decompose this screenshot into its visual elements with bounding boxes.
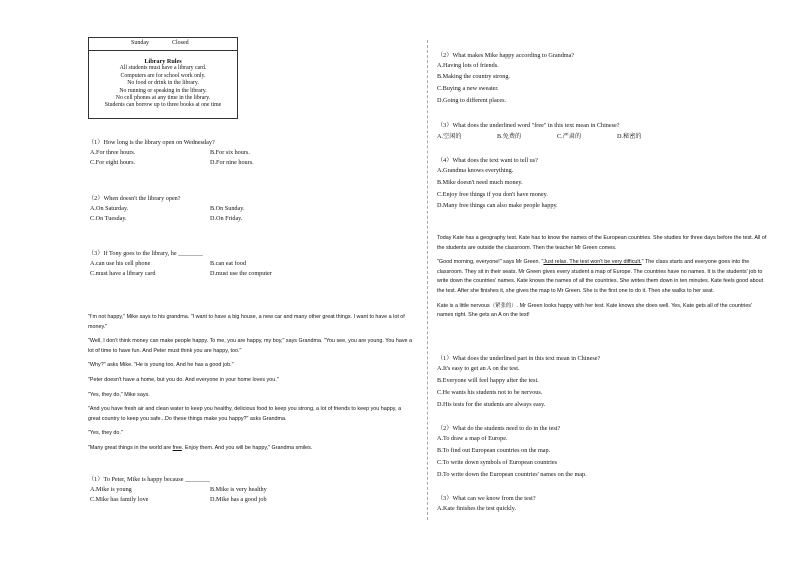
question: （1）What does the underlined part in this text mean in Chinese? <box>437 355 601 362</box>
option-b: B.Mike doesn't need much money. <box>437 179 523 186</box>
library-rules-box <box>88 37 238 119</box>
paragraph: "Why?" asks Mike. "He is young too. And he has a good job." <box>88 362 234 369</box>
question: （1）To Peter, Mike is happy because ________ <box>88 476 210 483</box>
question: （2）What makes Mike happy according to Grandma? <box>437 52 575 59</box>
text-part: "Many great things in the world are <box>88 444 173 451</box>
rules-list <box>89 58 237 110</box>
option-d: D.秘密的 <box>617 133 642 140</box>
option-c: C.严肃的 <box>557 133 582 140</box>
option-b: B.免费的 <box>497 133 522 140</box>
option-c: C.He wants his students not to be nervous. <box>437 389 543 396</box>
paragraph: "Peter doesn't have a home, but you do. And everyone in your home loves you." <box>88 376 279 383</box>
rule-item: No running or speaking in the library. <box>119 87 207 94</box>
text-part: "Good morning, everyone!" says Mr Green. " <box>437 259 544 266</box>
option-d: D.must use the computer <box>210 270 272 277</box>
rule-item: Students can borrow up to three books at one time <box>104 102 222 109</box>
passage-mike <box>88 313 413 454</box>
rules-title: Library Rules <box>144 58 182 65</box>
option-d: D.Many free things can also make people happy. <box>437 202 558 209</box>
question: （3）What does the underlined word "free" in this text mean in Chinese? <box>437 122 620 129</box>
option-a: A.On Saturday. <box>90 205 129 212</box>
question: （2）What do the students need to do in the test? <box>437 425 561 432</box>
option-a: A.It's easy to get an A on the test. <box>437 365 520 372</box>
question: （2）When doesn't the library open? <box>88 195 181 202</box>
question: （1）How long is the library open on Wednesday? <box>88 139 215 146</box>
day-status: Closed <box>172 40 189 46</box>
option-b: B.To find out European countries on the map. <box>437 447 551 454</box>
paragraph: Today Kate has a geography test. Kate has to know the names of the European countries. She studies for three days before the test. All of the students are outside the classroom. Then the teacher Mr Green comes. <box>437 235 767 251</box>
option-c: C.Enjoy free things if you don't have money. <box>437 191 548 198</box>
option-b: B.Everyone will feel happy after the test. <box>437 377 539 384</box>
paragraph: "Yes, they do." <box>88 430 123 437</box>
question: （3）If Tony goes to the library, he ________ <box>88 250 203 257</box>
option-a: A.can use his cell phone <box>90 260 151 267</box>
option-d: D.Mike has a good job <box>210 496 267 503</box>
option-d: D.On Friday. <box>210 215 243 222</box>
rule-item: No food or drink in the library. <box>127 80 199 87</box>
option-c: C.To write down symbols of European countries <box>437 459 558 466</box>
option-b: B.Mike is very healthy <box>210 486 267 493</box>
rule-item: No cell phones at any time in the library. <box>115 95 211 102</box>
passage-kate <box>437 234 769 321</box>
option-d: D.Going to different places. <box>437 97 507 104</box>
option-b: B.On Sunday. <box>210 205 245 212</box>
option-c: C.Buying a new sweater. <box>437 85 499 92</box>
rule-item: All students must have a library card. <box>119 65 207 72</box>
hours-row <box>89 38 237 51</box>
option-c: C.For eight hours. <box>90 159 136 166</box>
option-b: B.can eat food <box>210 260 246 267</box>
option-d: D.His tests for the students are always easy. <box>437 401 546 408</box>
option-c: C.Mike has family love <box>90 496 149 503</box>
paragraph: Kate is a little nervous（紧张的）. Mr Green looks happy with her test. Kate knows she does well. Yes, Kate gets all of the countries' names right. She gets an A on the test! <box>437 302 753 319</box>
text-part: . Enjoy them. And you will be happy," Grandma smiles. <box>181 444 313 451</box>
rule-item: Computers are for school work only. <box>120 72 206 79</box>
option-a: A.Kate finishes the test quickly. <box>437 505 516 512</box>
paragraph <box>88 444 413 454</box>
option-a: A.Mike is young <box>90 486 132 493</box>
option-a: A.Having lots of friends. <box>437 62 499 69</box>
option-a: A.To draw a map of Europe. <box>437 435 508 442</box>
option-d: D.For nine hours. <box>210 159 254 166</box>
option-c: C.On Tuesday. <box>90 215 127 222</box>
paragraph: "Yes, they do," Mike says. <box>88 391 150 398</box>
option-a: A.Grandma knows everything. <box>437 167 514 174</box>
question: （4）What does the text want to tell us? <box>437 157 538 164</box>
paragraph <box>437 258 769 296</box>
underlined-part: Just relax. The test won't be very difficult. <box>543 259 642 266</box>
option-b: B.For six hours. <box>210 149 250 156</box>
column-divider <box>427 40 428 520</box>
text-part: " The class starts and everyone goes into the classroom. They sit in their seats. Mr Green gives every student a map of Europe. The countries have no names. It is the students' job to write down the countries' names. Kate knows the names of all the countries. She writes them down in ten minutes. Kate feels good about the test. After she finishes it, she gives the map to Mr Green. She is the first one to do it. Then she walks to her seat. <box>437 259 764 294</box>
option-a: A.For three hours. <box>90 149 136 156</box>
underlined-word: free <box>172 444 182 451</box>
paragraph: "Well, I don't think money can make people happy. To me, you are happy, my boy," says Grandma. "You see, you are young. You have a lot of time to have fun. And Peter must think you are happy, too." <box>88 338 413 354</box>
option-b: B.Making the country strong. <box>437 73 511 80</box>
day-label: Sunday <box>131 40 149 46</box>
paragraph: "And you have fresh air and clean water to keep you healthy, delicious food to keep you strong, a lot of friends to keep you happy, a great country to keep you safe...Do these things make you happy?" asks Grandma. <box>88 406 402 422</box>
option-d: D.To write down the European countries' names on the map. <box>437 471 587 478</box>
option-a: A.空闲的 <box>437 133 462 140</box>
paragraph: "I'm not happy," Mike says to his grandma. "I want to have a big house, a new car and many other great things. I want to have a lot of money." <box>88 314 405 330</box>
option-c: C.must have a library card <box>90 270 156 277</box>
question: （3）What can we know from the test? <box>437 495 536 502</box>
